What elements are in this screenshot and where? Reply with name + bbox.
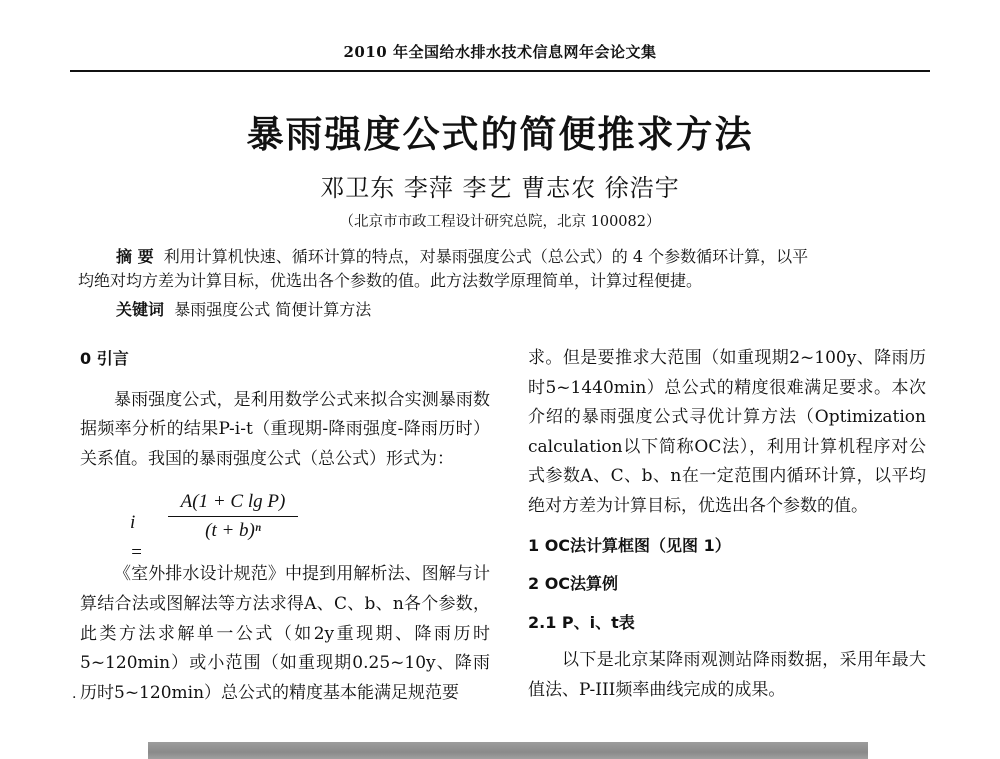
section-2-heading: 2 OC法算例: [528, 574, 619, 594]
keywords-line: [116, 298, 371, 322]
intro-paragraph-1: 暴雨强度公式，是利用数学公式来拟合实测暴雨数据频率分析的结果P-i-t（重现期-降雨强度-降雨历时）关系值。我国的暴雨强度公式（总公式）形式为：: [80, 389, 490, 469]
keywords-label: 关键词: [116, 300, 165, 319]
continued-paragraph: 求。但是要推求大范围（如重现期2~100y、降雨历时5~1440min）总公式的精度很难满足要求。本次介绍的暴雨强度公式寻优计算方法（Optimization calculation以下简称OC法），利用计算机程序对公式参数A、C、b、n在一定范围内循环计算，以平均绝对方差为计算目标，优选出各个参数的值。: [528, 348, 926, 516]
paper-title: 暴雨强度公式的简便推求方法: [246, 113, 754, 156]
keywords-text: 暴雨强度公式 简便计算方法: [174, 300, 372, 319]
formula-denominator: (t + b)ⁿ: [205, 520, 261, 542]
formula-fraction: [168, 490, 298, 543]
margin-mark: .: [72, 686, 77, 702]
abstract-label: 摘 要: [116, 247, 154, 266]
abstract-text-1: 利用计算机快速、循环计算的特点，对暴雨强度公式（总公式）的 4 个参数循环计算，以平: [163, 247, 809, 266]
section-2-1-heading: 2.1 P、i、t表: [528, 612, 635, 632]
data-paragraph: 以下是北京某降雨观测站降雨数据，采用年最大值法、P-III频率曲线完成的成果。: [528, 650, 926, 700]
paper-affiliation: （北京市市政工程设计研究总院，北京 100082）: [339, 214, 661, 230]
formula-block: [80, 478, 490, 563]
abstract-line-2: 均绝对均方差为计算目标，优选出各个参数的值。此方法数学原理简单，计算过程便捷。: [78, 271, 703, 290]
fraction-bar: [168, 516, 298, 517]
intro-paragraph-2: 《室外排水设计规范》中提到用解析法、图解与计算结合法或图解法等方法求得A、C、b、n各个参数，此类方法求解单一公式（如2y重现期、降雨历时5~120min）或小范围（如重现期0.25~10y、降雨历时5~120min）总公式的精度基本能满足规范要: [80, 564, 490, 703]
running-header: 2010 年全国给水排水技术信息网年会论文集: [343, 43, 657, 61]
formula-numerator: A(1 + C lg P): [180, 491, 286, 513]
section-1-heading: 1 OC法计算框图（见图 1）: [528, 535, 731, 555]
left-column: [80, 344, 490, 708]
header-rule: [70, 70, 930, 72]
section-0-heading: 0 引言: [80, 349, 129, 368]
abstract-line-1: [78, 245, 923, 269]
formula-lhs: i =: [130, 512, 143, 563]
paper-authors: 邓卫东 李萍 李艺 曹志农 徐浩宇: [320, 174, 680, 202]
figure-edge: [148, 742, 868, 759]
right-column: [528, 344, 926, 706]
